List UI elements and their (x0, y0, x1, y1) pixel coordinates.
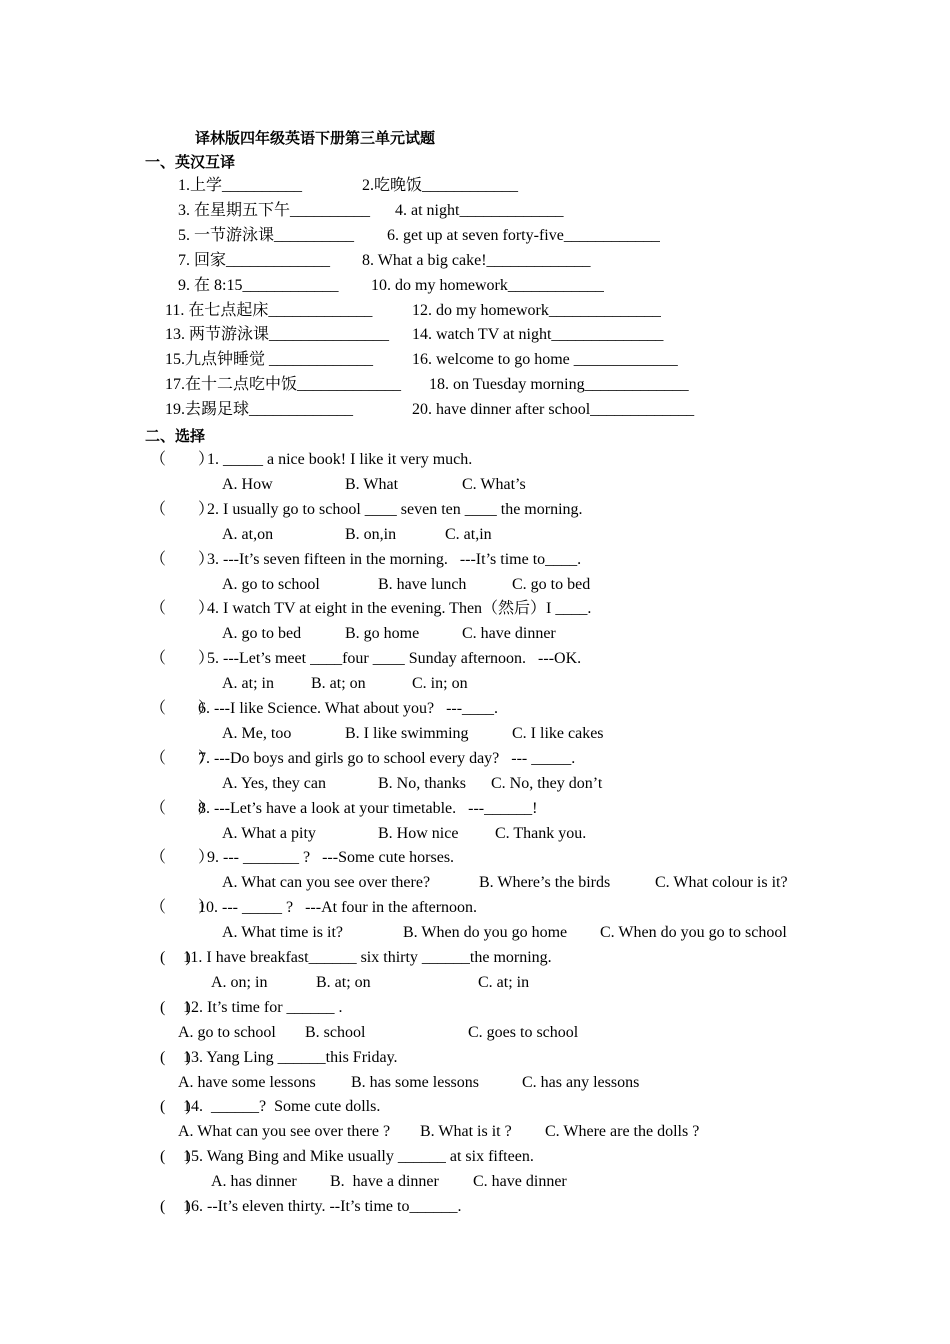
option-text: B. When do you go home (403, 924, 568, 942)
option-text: C. What colour is it? (655, 874, 788, 892)
translation-item: 14. watch TV at night______________ (412, 326, 664, 344)
translation-item: 8. What a big cake!_____________ (362, 251, 591, 269)
answer-paren: （ ） (150, 799, 215, 817)
answer-paren: （ ） (150, 600, 215, 618)
option-text: C. What’s (462, 475, 526, 493)
question-text: 7. ---Do boys and girls go to school every day? --- _____. (198, 749, 576, 767)
translation-item: 16. welcome to go home _____________ (412, 351, 678, 369)
question-text: 6. ---I like Science. What about you? ---____. (198, 700, 499, 717)
answer-paren: ( ) (160, 1198, 191, 1215)
answer-paren: （ ） (150, 451, 215, 468)
option-text: B. go home (345, 625, 420, 643)
answer-paren: （ ） (150, 500, 215, 518)
answer-paren: （ ） (150, 749, 215, 767)
translation-item: 1.上学__________ (178, 177, 303, 194)
option-text: C. in; on (412, 675, 468, 693)
translation-item: 20. have dinner after school_____________ (412, 401, 695, 419)
option-text: A. at; in (222, 675, 274, 693)
answer-paren: ( ) (160, 1098, 191, 1116)
question-text: 13. Yang Ling ______this Friday. (183, 1048, 398, 1066)
answer-paren: （ ） (150, 849, 215, 867)
option-text: A. at,on (222, 525, 274, 543)
question-text: 14. ______? Some cute dolls. (183, 1098, 381, 1116)
page-title: 译林版四年级英语下册第三单元试题 (195, 131, 436, 147)
translation-item: 9. 在 8:15____________ (178, 276, 339, 294)
option-text: B. What is it ? (420, 1123, 512, 1141)
translation-item: 11. 在七点起床_____________ (165, 301, 373, 319)
question-text: 15. Wang Bing and Mike usually ______ at six fifteen. (183, 1148, 534, 1166)
translation-item: 5. 一节游泳课__________ (178, 226, 355, 244)
answer-paren: （ ） (150, 650, 215, 668)
option-text: B. on,in (345, 525, 397, 543)
answer-paren: （ ） (150, 550, 215, 568)
translation-item: 19.去踢足球_____________ (165, 401, 354, 419)
question-text: 16. --It’s eleven thirty. --It’s time to______. (183, 1198, 462, 1215)
option-text: B. No, thanks (378, 774, 466, 792)
option-text: A. What a pity (222, 824, 316, 842)
question-text: 4. I watch TV at eight in the evening. Then（然后）I ____. (207, 600, 592, 618)
option-text: B. at; on (316, 973, 371, 991)
question-text: 3. ---It’s seven fifteen in the morning. ---It’s time to____. (207, 550, 582, 568)
option-text: A. What time is it? (222, 924, 344, 942)
translation-item: 13. 两节游泳课_______________ (165, 326, 390, 344)
translation-item: 3. 在星期五下午__________ (178, 201, 371, 219)
option-text: C. I like cakes (512, 724, 604, 742)
question-text: 8. ---Let’s have a look at your timetable. ---______! (198, 799, 538, 817)
translation-item: 12. do my homework______________ (412, 301, 661, 319)
option-text: C. Where are the dolls ? (545, 1123, 700, 1141)
option-text: A. go to school (178, 1023, 276, 1041)
answer-paren: ( ) (160, 1048, 191, 1066)
translation-item: 10. do my homework____________ (371, 276, 604, 294)
option-text: C. goes to school (468, 1023, 579, 1041)
translation-item: 2.吃晚饭____________ (362, 177, 519, 194)
question-text: 2. I usually go to school ____ seven ten ____ the morning. (207, 500, 583, 518)
question-text: 11. I have breakfast______ six thirty ______the morning. (183, 949, 552, 966)
translation-item: 17.在十二点吃中饭_____________ (165, 376, 402, 394)
option-text: C. No, they don’t (491, 774, 603, 792)
section1-heading: 一、英汉互译 (145, 155, 236, 171)
option-text: A. on; in (211, 973, 268, 991)
option-text: B. at; on (311, 675, 366, 693)
option-text: B. I like swimming (345, 724, 469, 742)
option-text: C. When do you go to school (600, 924, 787, 942)
option-text: A. has dinner (211, 1173, 297, 1191)
option-text: A. go to school (222, 575, 320, 593)
question-text: 1. _____ a nice book! I like it very much. (207, 451, 473, 468)
option-text: B. Where’s the birds (479, 874, 611, 892)
option-text: B. school (305, 1023, 366, 1041)
option-text: C. at,in (445, 525, 492, 543)
translation-item: 18. on Tuesday morning_____________ (429, 376, 689, 394)
translation-item: 4. at night_____________ (395, 201, 564, 219)
option-text: C. at; in (478, 973, 530, 991)
option-text: A. have some lessons (178, 1073, 316, 1091)
option-text: A. Me, too (222, 724, 292, 742)
option-text: A. What can you see over there? (222, 874, 431, 892)
question-text: 10. --- _____ ? ---At four in the afternoon. (198, 899, 478, 917)
question-text: 12. It’s time for ______ . (183, 998, 343, 1016)
option-text: B. have a dinner (330, 1173, 439, 1191)
translation-item: 15.九点钟睡觉 _____________ (165, 351, 374, 369)
option-text: B. have lunch (378, 575, 467, 593)
translation-item: 6. get up at seven forty-five____________ (387, 226, 660, 244)
option-text: A. How (222, 475, 273, 493)
question-text: 5. ---Let’s meet ____four ____ Sunday afternoon. ---OK. (207, 650, 582, 668)
option-text: A. go to bed (222, 625, 302, 643)
option-text: A. Yes, they can (222, 774, 326, 792)
option-text: B. What (345, 475, 399, 493)
translation-item: 7. 回家_____________ (178, 251, 331, 269)
answer-paren: ( ) (160, 949, 191, 966)
option-text: B. How nice (378, 824, 459, 842)
option-text: B. has some lessons (351, 1073, 479, 1091)
option-text: C. have dinner (462, 625, 556, 643)
answer-paren: （ ） (150, 899, 215, 917)
answer-paren: （ ） (150, 700, 215, 717)
answer-paren: ( ) (160, 998, 191, 1016)
option-text: C. Thank you. (495, 824, 587, 842)
question-text: 9. --- _______ ? ---Some cute horses. (207, 849, 455, 867)
option-text: C. go to bed (512, 575, 591, 593)
option-text: A. What can you see over there ? (178, 1123, 391, 1141)
option-text: C. have dinner (473, 1173, 567, 1191)
section2-heading: 二、选择 (145, 429, 206, 445)
option-text: C. has any lessons (522, 1073, 640, 1091)
answer-paren: ( ) (160, 1148, 191, 1166)
